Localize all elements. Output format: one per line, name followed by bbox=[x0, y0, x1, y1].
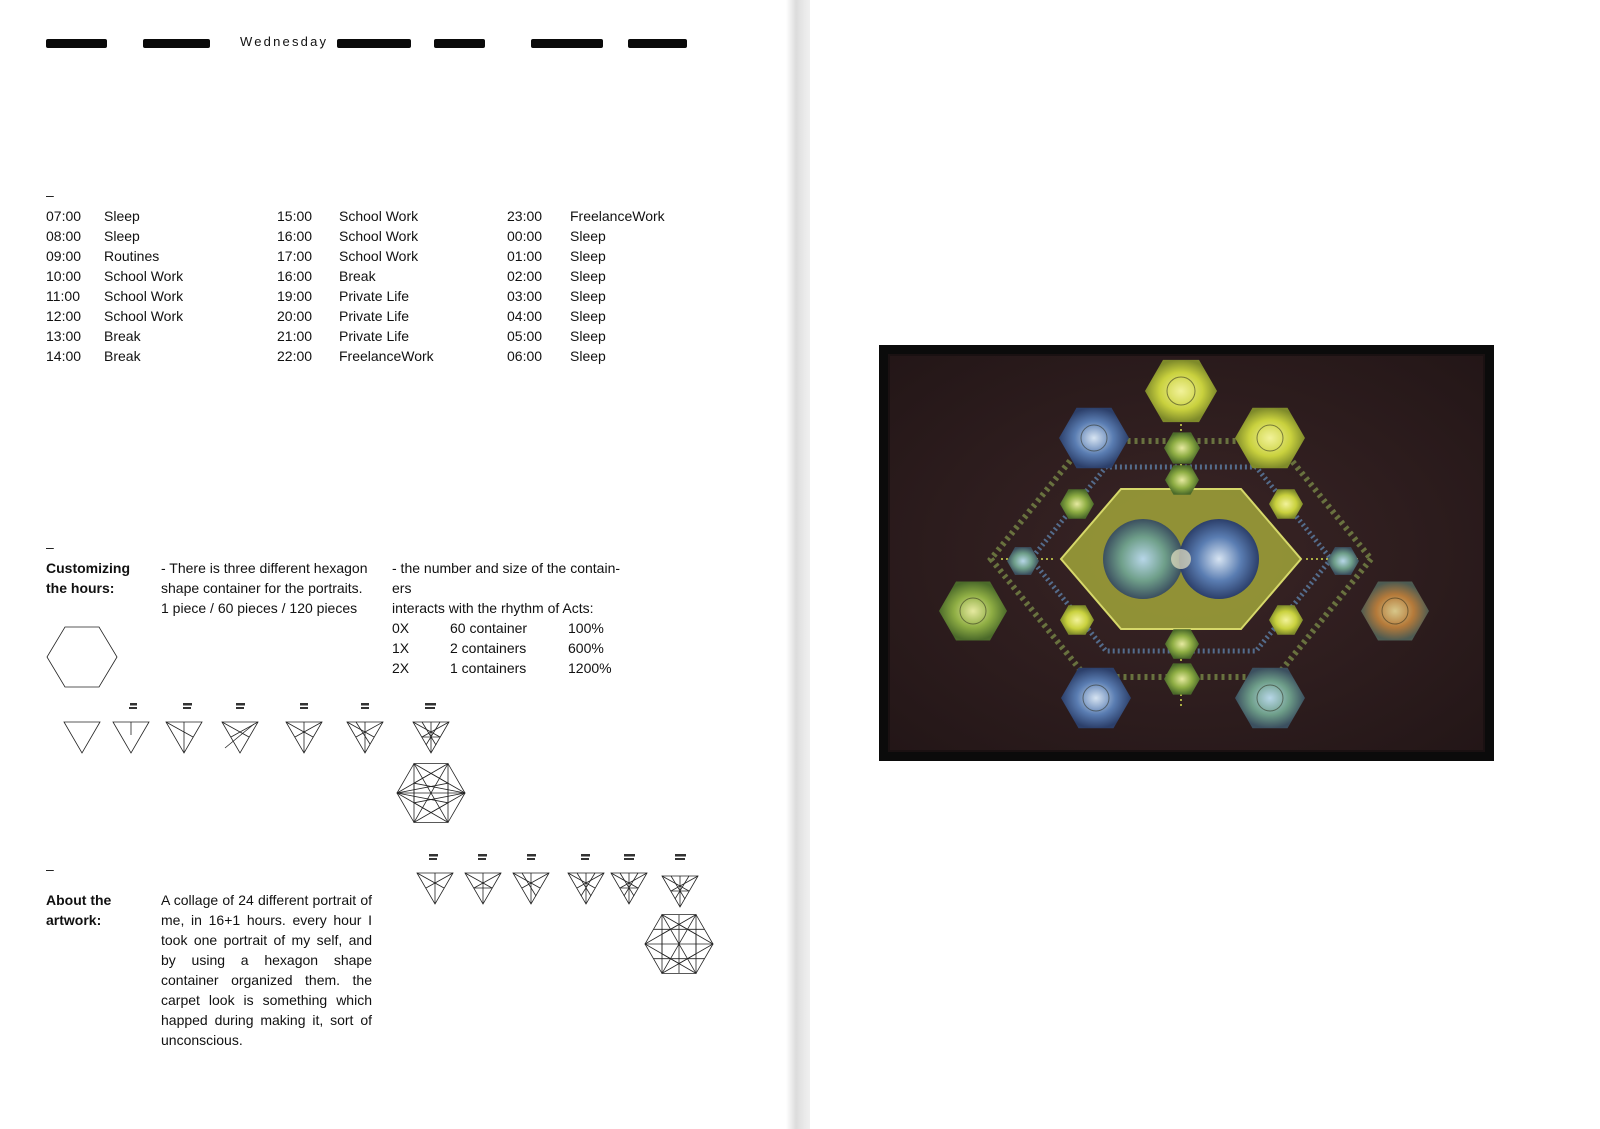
description-line: - There is three different hexagon bbox=[161, 560, 368, 576]
triangle-icon bbox=[166, 722, 202, 753]
triangle-icon bbox=[568, 873, 604, 904]
acts-act: 0X bbox=[392, 620, 410, 636]
section-dash-schedule: – bbox=[46, 187, 54, 203]
schedule-activity: Private Life bbox=[339, 288, 410, 304]
section-dash-about: – bbox=[46, 861, 54, 877]
schedule-time: 23:00 bbox=[507, 208, 543, 224]
acts-containers: 60 container bbox=[450, 620, 528, 636]
schedule-time: 22:00 bbox=[277, 348, 313, 364]
schedule-activity: School Work bbox=[104, 268, 184, 284]
acts-scale: 600% bbox=[568, 640, 604, 656]
schedule-activity: Sleep bbox=[104, 228, 140, 244]
schedule-time: 10:00 bbox=[46, 268, 82, 284]
schedule-activity: Sleep bbox=[570, 228, 606, 244]
schedule-activity: School Work bbox=[104, 288, 184, 304]
description-line: shape container for the portraits. bbox=[161, 580, 363, 596]
triangle-icon bbox=[611, 873, 647, 904]
tiny-captions bbox=[129, 703, 686, 860]
customizing-label-line: the hours: bbox=[46, 580, 115, 596]
triangle-icon bbox=[222, 722, 258, 753]
schedule-time: 13:00 bbox=[46, 328, 82, 344]
schedule-activity: Sleep bbox=[104, 208, 140, 224]
schedule-time: 16:00 bbox=[277, 228, 313, 244]
description-line: 1 piece / 60 pieces / 120 pieces bbox=[161, 600, 358, 616]
schedule-activity: Private Life bbox=[339, 328, 410, 344]
schedule-activity: Sleep bbox=[570, 328, 606, 344]
schedule-activity: Break bbox=[104, 348, 141, 364]
schedule-time: 09:00 bbox=[46, 248, 82, 264]
schedule-time: 12:00 bbox=[46, 308, 82, 324]
schedule-activity: Routines bbox=[104, 248, 160, 264]
complex-hexagon-icon bbox=[397, 764, 465, 823]
acts-scale: 100% bbox=[568, 620, 604, 636]
triangle-icon bbox=[465, 873, 501, 904]
schedule-activity: Sleep bbox=[570, 268, 606, 284]
schedule-activity: School Work bbox=[339, 228, 419, 244]
triangle-icon bbox=[286, 722, 322, 753]
acts-containers: 2 containers bbox=[450, 640, 527, 656]
hexagon-outline-icon bbox=[47, 627, 117, 687]
about-label-line: artwork: bbox=[46, 912, 102, 928]
triangle-icon bbox=[417, 873, 453, 904]
schedule-activity: Break bbox=[339, 268, 376, 284]
acts-scale: 1200% bbox=[568, 660, 612, 676]
schedule-time: 06:00 bbox=[507, 348, 543, 364]
triangle-icon bbox=[113, 722, 149, 753]
schedule-time: 21:00 bbox=[277, 328, 313, 344]
schedule-activity: FreelanceWork bbox=[339, 348, 434, 364]
schedule-activity: Sleep bbox=[570, 308, 606, 324]
schedule-activity: School Work bbox=[339, 248, 419, 264]
description-line: - the number and size of the contain- bbox=[392, 560, 621, 576]
schedule-time: 08:00 bbox=[46, 228, 82, 244]
triangle-icon bbox=[413, 722, 449, 753]
schedule-time: 00:00 bbox=[507, 228, 543, 244]
artwork-photo bbox=[879, 345, 1494, 761]
weekday-wednesday: Wednesday bbox=[240, 34, 329, 49]
about-text: A collage of 24 different portrait of me, in 16+1 hours. every hour I took one portrait of my self, and by using a hexagon shape container organized them. the carpet look is something which happed during making it, sort of unconscious. bbox=[161, 892, 372, 1048]
acts-act: 2X bbox=[392, 660, 410, 676]
complex-hexagon-icon bbox=[645, 915, 713, 974]
triangle-icon bbox=[64, 722, 100, 753]
section-dash-customizing: – bbox=[46, 539, 54, 555]
description-line: ers bbox=[392, 580, 412, 596]
schedule-time: 01:00 bbox=[507, 248, 543, 264]
schedule-activity: Sleep bbox=[570, 288, 606, 304]
schedule-activity: Sleep bbox=[570, 348, 606, 364]
customizing-label-line: Customizing bbox=[46, 560, 130, 576]
schedule-time: 19:00 bbox=[277, 288, 313, 304]
triangle-icon bbox=[513, 873, 549, 904]
triangle-icon bbox=[662, 876, 698, 907]
schedule-time: 17:00 bbox=[277, 248, 313, 264]
schedule-time: 15:00 bbox=[277, 208, 313, 224]
acts-containers: 1 containers bbox=[450, 660, 527, 676]
schedule-time: 02:00 bbox=[507, 268, 543, 284]
schedule-time: 20:00 bbox=[277, 308, 313, 324]
schedule-time: 03:00 bbox=[507, 288, 543, 304]
schedule-time: 07:00 bbox=[46, 208, 82, 224]
schedule-time: 11:00 bbox=[46, 288, 80, 304]
schedule-time: 16:00 bbox=[277, 268, 313, 284]
schedule-time: 14:00 bbox=[46, 348, 82, 364]
schedule-time: 04:00 bbox=[507, 308, 543, 324]
schedule-activity: FreelanceWork bbox=[570, 208, 665, 224]
description-line: interacts with the rhythm of Acts: bbox=[392, 600, 594, 616]
schedule-activity: School Work bbox=[104, 308, 184, 324]
schedule-activity: Sleep bbox=[570, 248, 606, 264]
schedule-activity: Break bbox=[104, 328, 141, 344]
schedule-activity: School Work bbox=[339, 208, 419, 224]
triangle-icon bbox=[347, 722, 383, 753]
acts-act: 1X bbox=[392, 640, 410, 656]
schedule-time: 05:00 bbox=[507, 328, 543, 344]
schedule-activity: Private Life bbox=[339, 308, 410, 324]
about-label-line: About the bbox=[46, 892, 112, 908]
